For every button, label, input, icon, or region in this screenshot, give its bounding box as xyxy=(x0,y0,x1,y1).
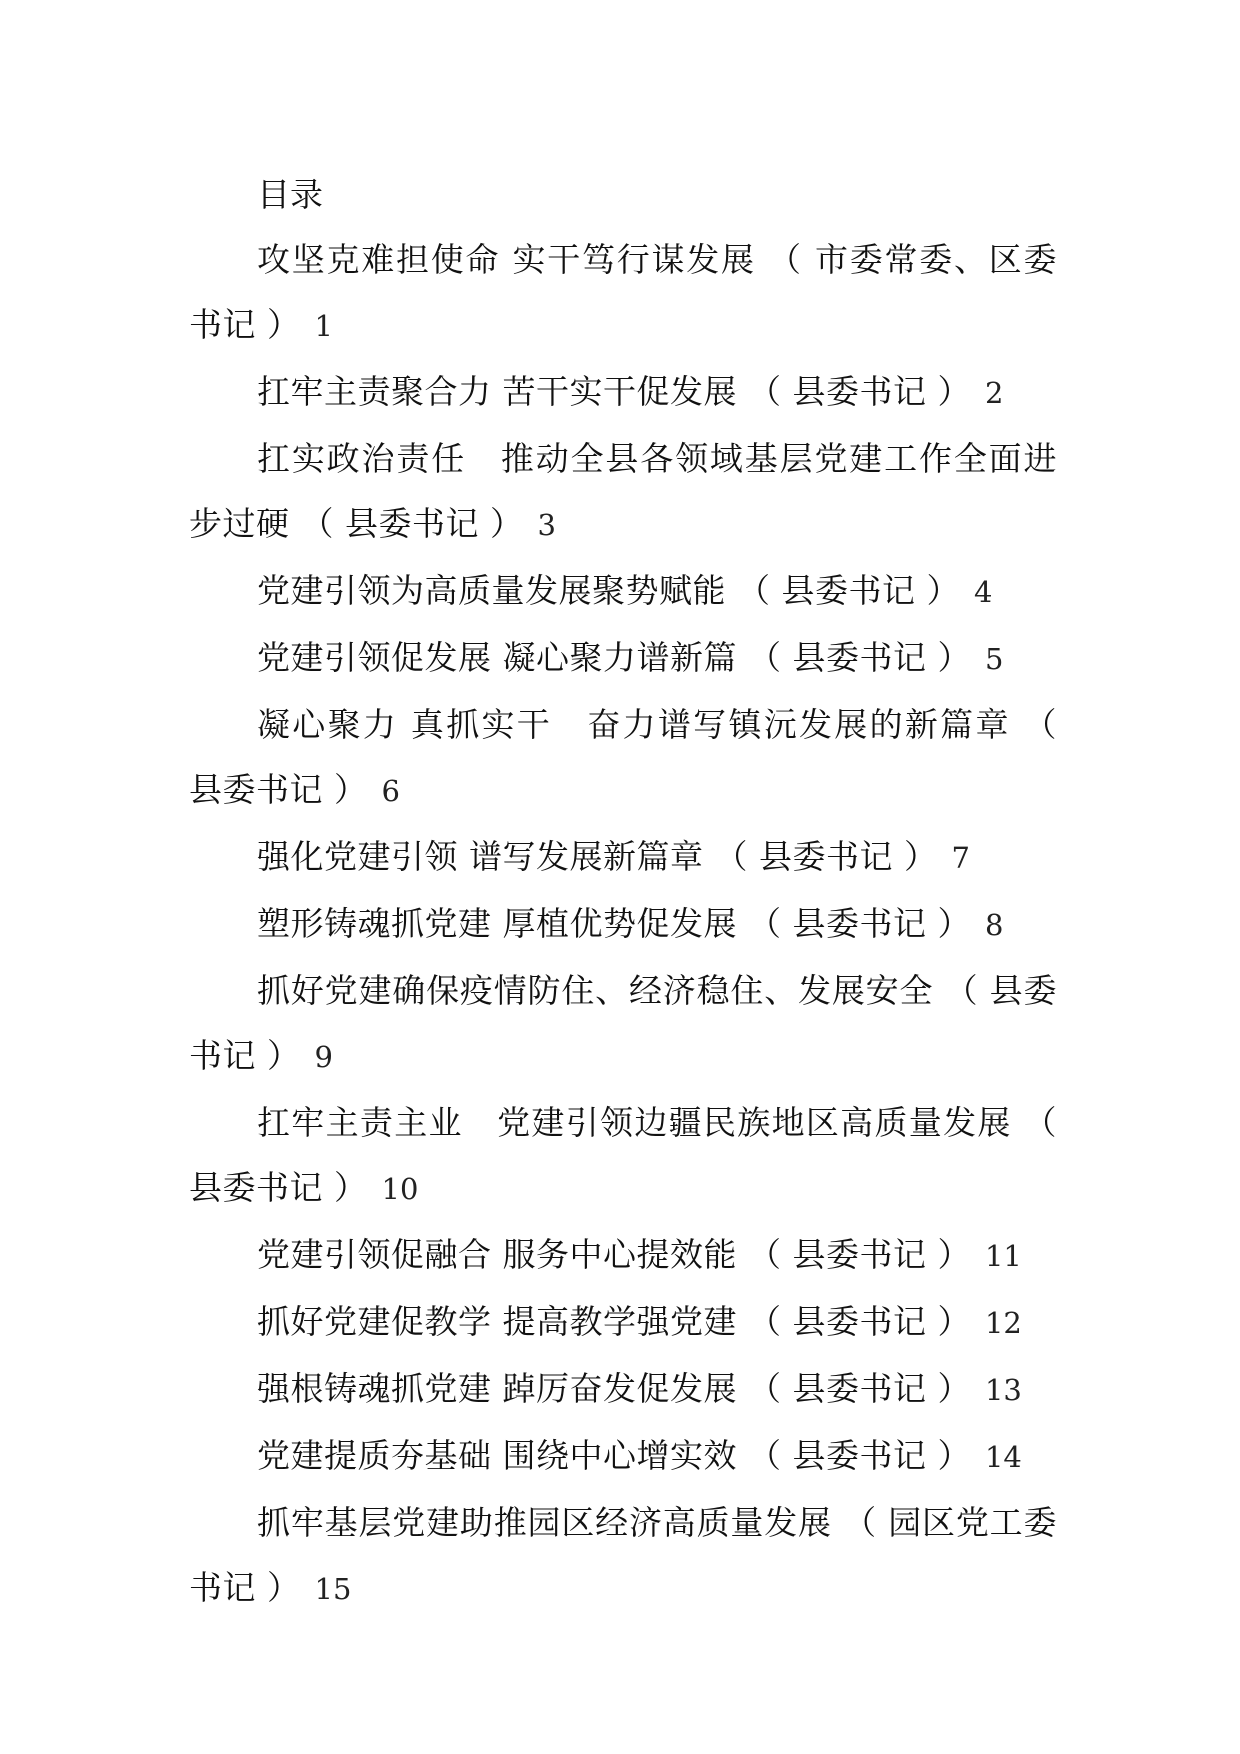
document-page xyxy=(189,162,1057,1622)
toc-entry xyxy=(189,1090,1057,1222)
toc-entry-title: 扛牢主责主业 党建引领边疆民族地区高质量发展 （ 县委书记 ） xyxy=(189,1103,1057,1207)
toc-entry xyxy=(189,692,1057,824)
toc-entry xyxy=(189,824,1057,891)
toc-entry-page: 7 xyxy=(951,841,970,875)
toc-entry xyxy=(189,1222,1057,1289)
toc-entry-title: 扛牢主责聚合力 苦干实干促发展 （ 县委书记 ） xyxy=(257,372,971,411)
toc-entry-page: 14 xyxy=(984,1440,1022,1474)
toc-entry-title: 党建引领为高质量发展聚势赋能 （ 县委书记 ） xyxy=(257,571,960,610)
toc-entry-title: 党建引领促融合 服务中心提效能 （ 县委书记 ） xyxy=(257,1235,971,1274)
toc-entry-title: 凝心聚力 真抓实干 奋力谱写镇沅发展的新篇章 （ 县委书记 ） xyxy=(189,705,1057,809)
toc-entry-page: 15 xyxy=(314,1572,352,1606)
toc-entry xyxy=(189,1289,1057,1356)
toc-entry-page: 8 xyxy=(984,908,1004,942)
toc-entry-page: 13 xyxy=(984,1373,1022,1407)
toc-entry xyxy=(189,359,1057,426)
toc-entry-page: 4 xyxy=(973,575,993,609)
toc-entry-title: 党建引领促发展 凝心聚力谱新篇 （ 县委书记 ） xyxy=(257,638,971,677)
toc-entry-page: 11 xyxy=(984,1239,1022,1273)
toc-entry-page: 3 xyxy=(537,508,556,542)
toc-entry xyxy=(189,625,1057,692)
toc-entry-page: 2 xyxy=(984,376,1004,410)
toc-entry-page: 10 xyxy=(381,1172,419,1206)
toc-entry-title: 抓牢基层党建助推园区经济高质量发展 （ 园区党工委书记 ） xyxy=(189,1503,1057,1607)
toc-entry-page: 6 xyxy=(381,774,400,808)
toc-entry xyxy=(189,1423,1057,1490)
toc-entry-title: 党建提质夯基础 围绕中心增实效 （ 县委书记 ） xyxy=(257,1436,971,1475)
toc-entry-page: 1 xyxy=(314,309,333,343)
toc-entry xyxy=(189,426,1057,558)
toc-entry xyxy=(189,1490,1057,1622)
toc-entry-title: 强根铸魂抓党建 踔厉奋发促发展 （ 县委书记 ） xyxy=(257,1369,971,1408)
toc-entry xyxy=(189,558,1057,625)
toc-heading: 目录 xyxy=(257,175,323,214)
toc-entry-page: 12 xyxy=(984,1306,1022,1340)
toc-entry xyxy=(189,891,1057,958)
toc-entry-title: 攻坚克难担使命 实干笃行谋发展 （ 市委常委、区委书记 ） xyxy=(189,240,1057,344)
toc-entry xyxy=(189,958,1057,1090)
toc-entry-title: 抓好党建确保疫情防住、经济稳住、发展安全 （ 县委书记 ） xyxy=(189,971,1057,1075)
toc-entry xyxy=(189,1356,1057,1423)
toc-entry-title: 强化党建引领 谱写发展新篇章 （ 县委书记 ） xyxy=(257,837,938,876)
toc-entry-page: 5 xyxy=(984,642,1004,676)
toc-entry-title: 塑形铸魂抓党建 厚植优势促发展 （ 县委书记 ） xyxy=(257,904,971,943)
toc-entry xyxy=(189,227,1057,359)
toc-entry-title: 抓好党建促教学 提高教学强党建 （ 县委书记 ） xyxy=(257,1302,971,1341)
toc-entry-title: 扛实政治责任 推动全县各领域基层党建工作全面进步过硬 （ 县委书记 ） xyxy=(189,439,1057,543)
toc-entry-page: 9 xyxy=(314,1040,333,1074)
